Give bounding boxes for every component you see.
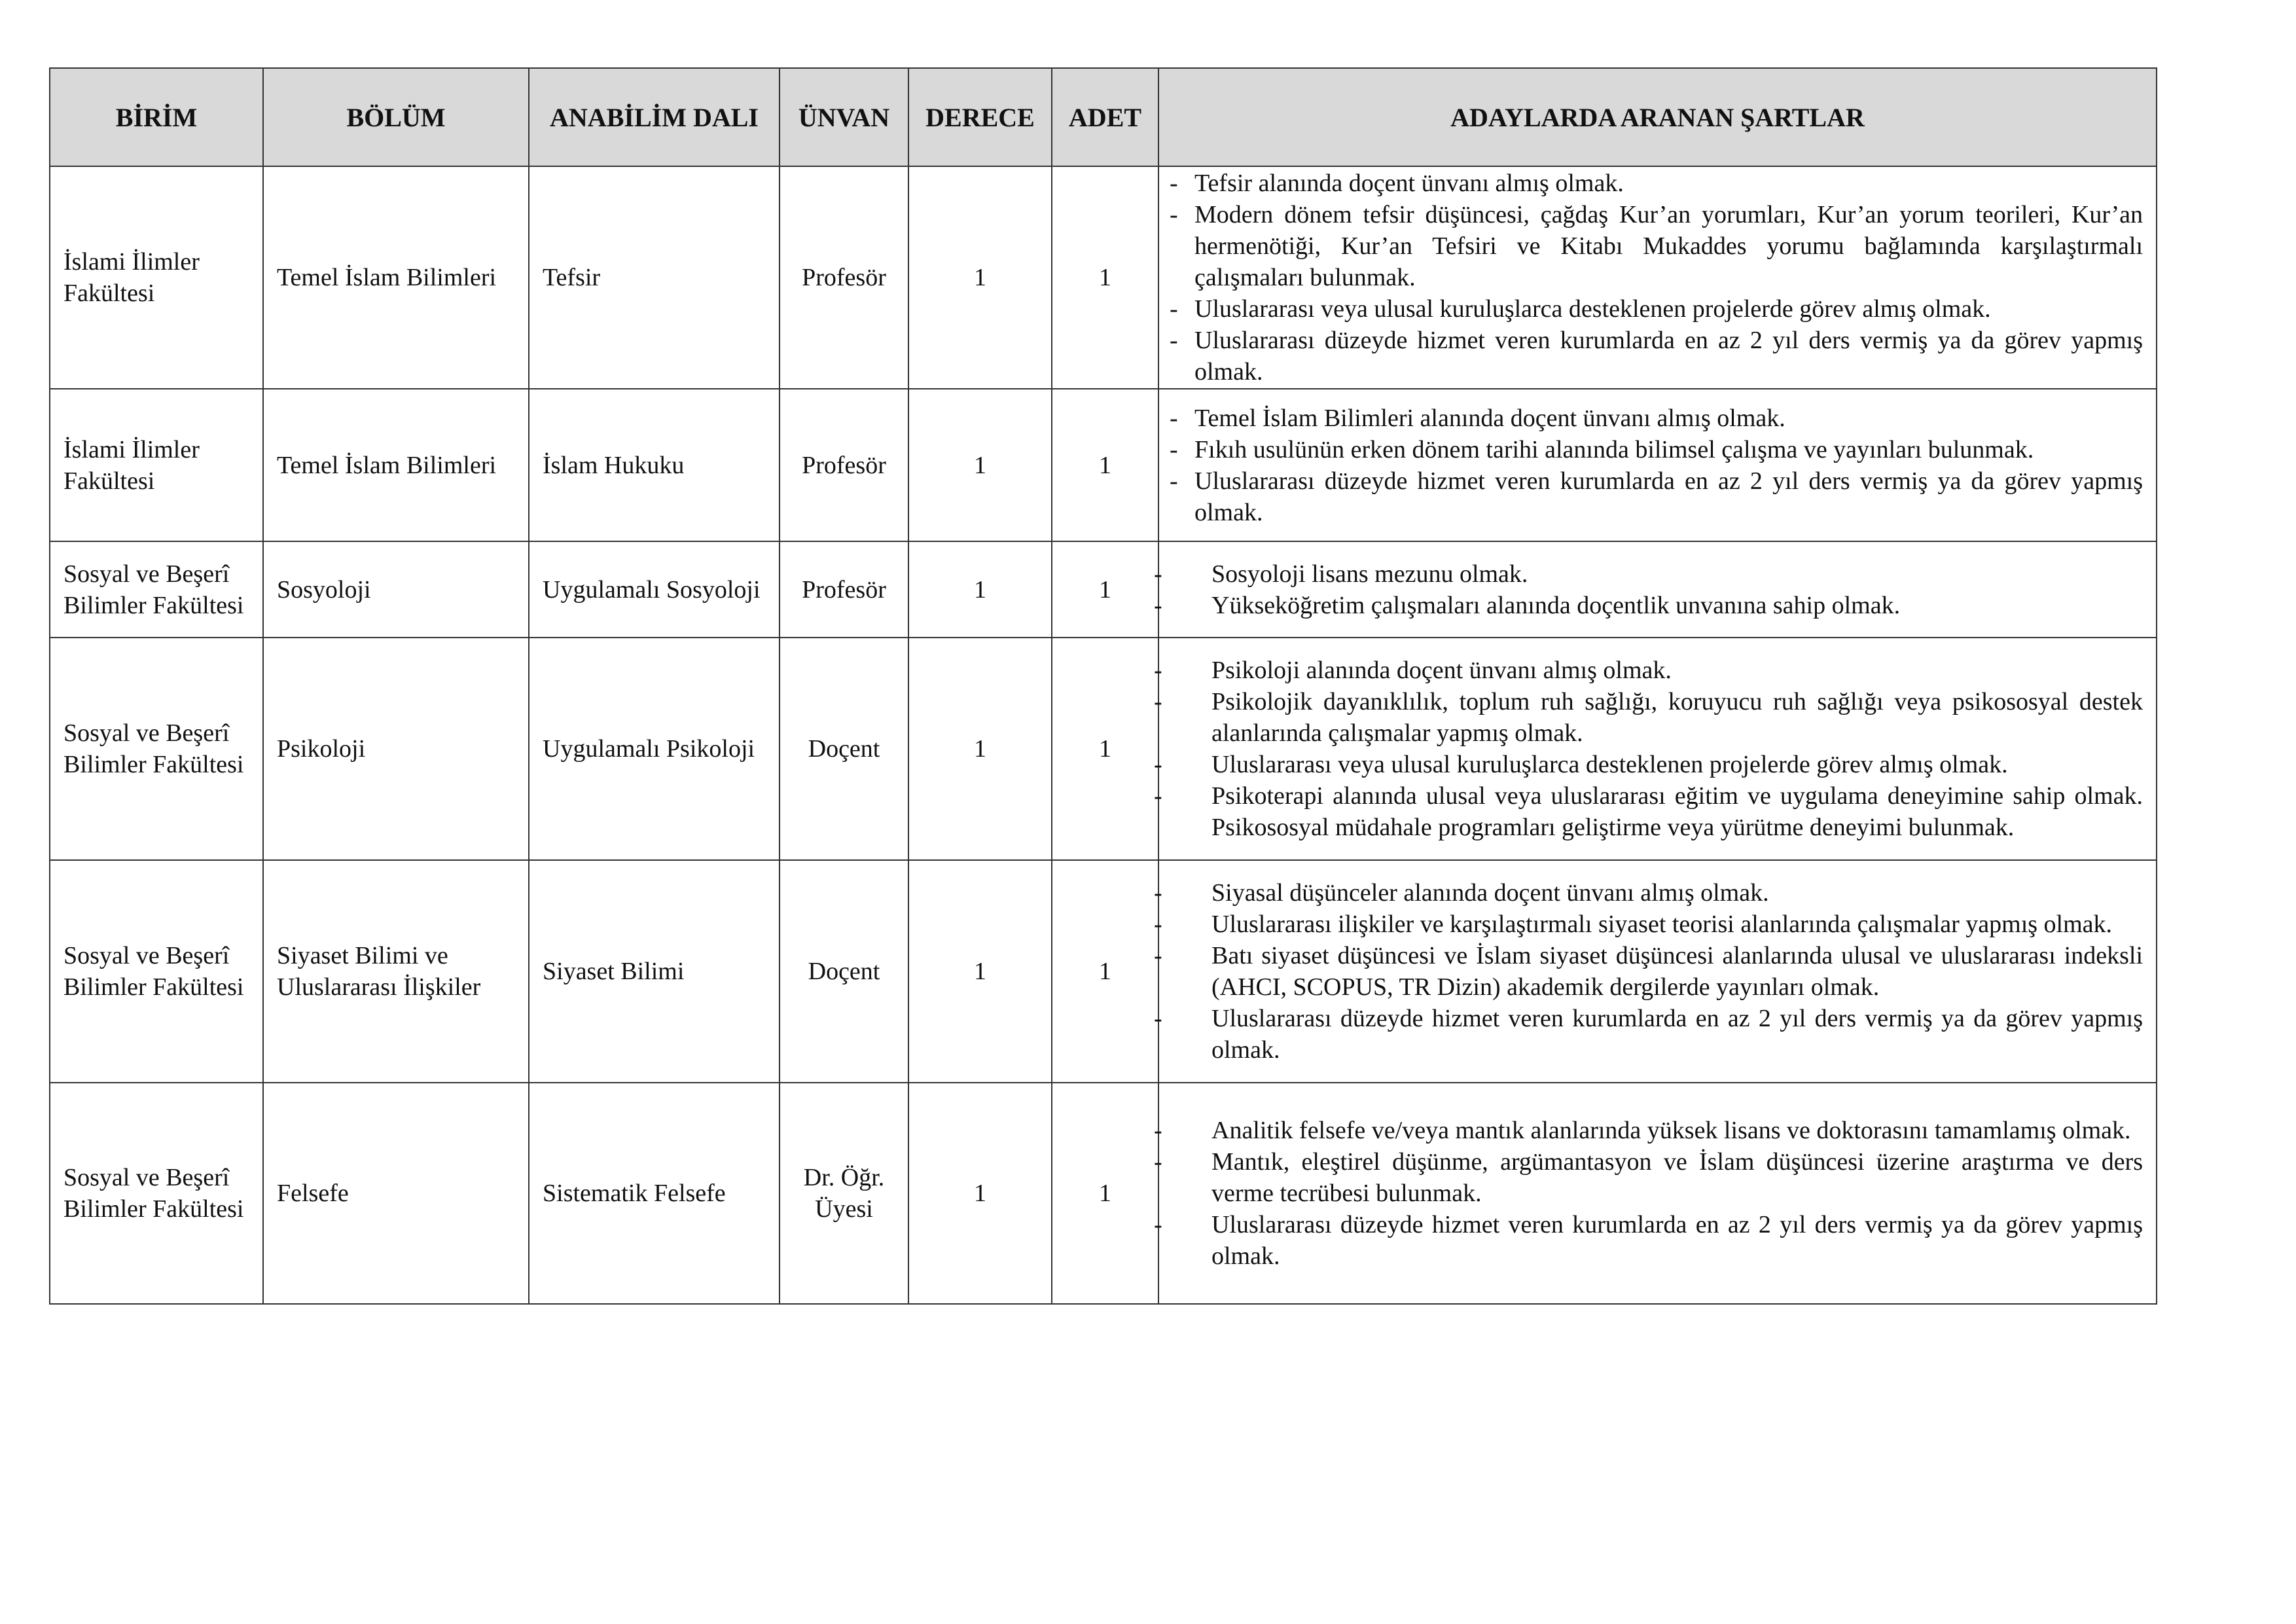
cell-unvan: Profesör — [780, 541, 908, 638]
cell-birim: İslami İlimler Fakültesi — [50, 389, 263, 541]
cell-anabilim-dali: Sistematik Felsefe — [529, 1083, 780, 1304]
requirements-list — [1172, 655, 2143, 843]
requirement-item: - Batı siyaset düşüncesi ve İslam siyaset düşüncesi alanlarında ulusal ve uluslararası indeksli (AHCI, SCOPUS, TR Dizin) akademik dergilerde yayınları olmak. — [1172, 940, 2143, 1003]
cell-unvan: Dr. Öğr. Üyesi — [780, 1083, 908, 1304]
requirement-item: - Mantık, eleştirel düşünme, argümantasyon ve İslam düşüncesi üzerine araştırma ve ders verme tecrübesi bulunmak. — [1172, 1146, 2143, 1209]
cell-sartlar — [1158, 389, 2157, 541]
header-derece: DERECE — [908, 68, 1052, 166]
requirement-item: - Sosyoloji lisans mezunu olmak. — [1172, 558, 2143, 590]
requirement-item: - Fıkıh usulünün erken dönem tarihi alanında bilimsel çalışma ve yayınları bulunmak. — [1172, 434, 2143, 465]
cell-birim: İslami İlimler Fakültesi — [50, 166, 263, 389]
requirements-list — [1172, 558, 2143, 621]
header-unvan: ÜNVAN — [780, 68, 908, 166]
cell-derece: 1 — [908, 638, 1052, 860]
cell-anabilim-dali: Tefsir — [529, 166, 780, 389]
cell-bolum: Sosyoloji — [263, 541, 529, 638]
header-sartlar: ADAYLARDA ARANAN ŞARTLAR — [1158, 68, 2157, 166]
positions-table — [49, 67, 2157, 1305]
cell-derece: 1 — [908, 860, 1052, 1083]
table-row — [50, 541, 2157, 638]
requirement-item: - Uluslararası ilişkiler ve karşılaştırmalı siyaset teorisi alanlarında çalışmalar yapmış olmak. — [1172, 909, 2143, 940]
cell-unvan: Doçent — [780, 860, 908, 1083]
requirements-list — [1172, 877, 2143, 1066]
requirement-item: - Psikolojik dayanıklılık, toplum ruh sağlığı, koruyucu ruh sağlığı veya psikososyal destek alanlarında çalışmalar yapmış olmak. — [1172, 686, 2143, 749]
cell-derece: 1 — [908, 166, 1052, 389]
cell-bolum: Psikoloji — [263, 638, 529, 860]
cell-adet: 1 — [1052, 860, 1158, 1083]
cell-derece: 1 — [908, 1083, 1052, 1304]
cell-adet: 1 — [1052, 541, 1158, 638]
requirement-item: - Uluslararası düzeyde hizmet veren kurumlarda en az 2 yıl ders vermiş ya da görev yapmış olmak. — [1172, 325, 2143, 388]
cell-unvan: Doçent — [780, 638, 908, 860]
cell-sartlar — [1158, 860, 2157, 1083]
header-birim: BİRİM — [50, 68, 263, 166]
cell-anabilim-dali: İslam Hukuku — [529, 389, 780, 541]
requirement-item: - Siyasal düşünceler alanında doçent ünvanı almış olmak. — [1172, 877, 2143, 909]
cell-birim: Sosyal ve Beşerî Bilimler Fakültesi — [50, 541, 263, 638]
cell-adet: 1 — [1052, 389, 1158, 541]
cell-birim: Sosyal ve Beşerî Bilimler Fakültesi — [50, 860, 263, 1083]
requirement-item: - Analitik felsefe ve/veya mantık alanlarında yüksek lisans ve doktorasını tamamlamış olmak. — [1172, 1115, 2143, 1146]
cell-bolum: Siyaset Bilimi ve Uluslararası İlişkiler — [263, 860, 529, 1083]
header-bolum: BÖLÜM — [263, 68, 529, 166]
cell-derece: 1 — [908, 389, 1052, 541]
cell-sartlar — [1158, 166, 2157, 389]
cell-derece: 1 — [908, 541, 1052, 638]
requirements-list — [1172, 1115, 2143, 1272]
requirement-item: - Uluslararası düzeyde hizmet veren kurumlarda en az 2 yıl ders vermiş ya da görev yapmış olmak. — [1172, 465, 2143, 528]
requirement-item: - Uluslararası veya ulusal kuruluşlarca desteklenen projelerde görev almış olmak. — [1172, 293, 2143, 325]
cell-bolum: Felsefe — [263, 1083, 529, 1304]
cell-unvan: Profesör — [780, 166, 908, 389]
cell-bolum: Temel İslam Bilimleri — [263, 389, 529, 541]
cell-unvan: Profesör — [780, 389, 908, 541]
requirement-item: - Uluslararası düzeyde hizmet veren kurumlarda en az 2 yıl ders vermiş ya da görev yapmış olmak. — [1172, 1003, 2143, 1066]
requirement-item: - Yükseköğretim çalışmaları alanında doçentlik unvanına sahip olmak. — [1172, 590, 2143, 621]
requirement-item: - Temel İslam Bilimleri alanında doçent ünvanı almış olmak. — [1172, 403, 2143, 434]
cell-adet: 1 — [1052, 166, 1158, 389]
requirement-item: - Modern dönem tefsir düşüncesi, çağdaş Kur’an yorumları, Kur’an yorum teorileri, Kur’an hermenötiği, Kur’an Tefsiri ve Kitabı Mukaddes yorumu bağlamında karşılaştırmalı çalışmaları bulunmak. — [1172, 199, 2143, 293]
requirement-item: - Tefsir alanında doçent ünvanı almış olmak. — [1172, 168, 2143, 199]
table-row — [50, 638, 2157, 860]
cell-anabilim-dali: Siyaset Bilimi — [529, 860, 780, 1083]
cell-adet: 1 — [1052, 638, 1158, 860]
header-adet: ADET — [1052, 68, 1158, 166]
table-row — [50, 166, 2157, 389]
header-row — [50, 68, 2157, 166]
cell-sartlar — [1158, 541, 2157, 638]
cell-sartlar — [1158, 638, 2157, 860]
cell-bolum: Temel İslam Bilimleri — [263, 166, 529, 389]
table-row — [50, 860, 2157, 1083]
requirement-item: - Uluslararası düzeyde hizmet veren kurumlarda en az 2 yıl ders vermiş ya da görev yapmış olmak. — [1172, 1209, 2143, 1272]
cell-anabilim-dali: Uygulamalı Sosyoloji — [529, 541, 780, 638]
cell-birim: Sosyal ve Beşerî Bilimler Fakültesi — [50, 1083, 263, 1304]
requirement-item: - Uluslararası veya ulusal kuruluşlarca desteklenen projelerde görev almış olmak. — [1172, 749, 2143, 780]
cell-anabilim-dali: Uygulamalı Psikoloji — [529, 638, 780, 860]
cell-adet: 1 — [1052, 1083, 1158, 1304]
requirements-list — [1172, 168, 2143, 388]
table-row — [50, 389, 2157, 541]
table-row — [50, 1083, 2157, 1304]
requirements-list — [1172, 403, 2143, 528]
cell-birim: Sosyal ve Beşerî Bilimler Fakültesi — [50, 638, 263, 860]
requirement-item: - Psikoterapi alanında ulusal veya uluslararası eğitim ve uygulama deneyimine sahip olmak. Psikososyal müdahale programları geliştirme veya yürütme deneyimi bulunmak. — [1172, 780, 2143, 843]
header-anabilim-dali: ANABİLİM DALI — [529, 68, 780, 166]
requirement-item: - Psikoloji alanında doçent ünvanı almış olmak. — [1172, 655, 2143, 686]
cell-sartlar — [1158, 1083, 2157, 1304]
